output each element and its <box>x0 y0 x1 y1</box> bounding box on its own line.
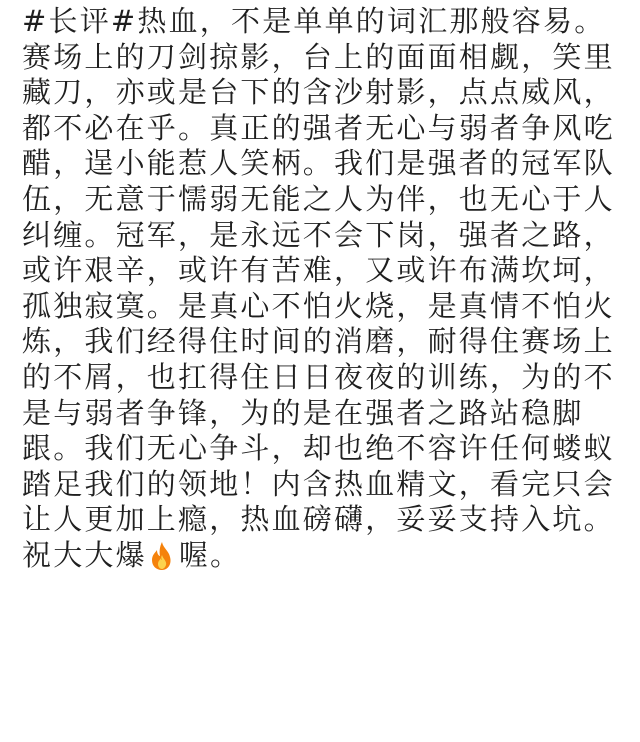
text-line: 的不屑，也扛得住日日夜夜的训练，为的不 <box>22 359 615 394</box>
closing-line <box>22 538 630 574</box>
text-line: 醋，逞小能惹人笑柄。我们是强者的冠军队 <box>22 146 615 181</box>
text-line: 是与弱者争锋，为的是在强者之路站稳脚 <box>22 395 584 430</box>
fire-icon <box>149 541 175 571</box>
text-line: 跟。我们无心争斗，却也绝不容许任何蝼蚁 <box>22 431 615 466</box>
text-line: 孤独寂寞。是真心不怕火烧，是真情不怕火 <box>22 288 615 323</box>
text-line: 让人更加上瘾，热血磅礴，妥妥支持入坑。 <box>22 502 615 537</box>
text-line: 都不必在乎。真正的强者无心与弱者争风吃 <box>22 110 615 145</box>
text-line: 纠缠。冠军，是永远不会下岗，强者之路， <box>22 217 615 252</box>
text-line: 藏刀，亦或是台下的含沙射影，点点威风， <box>22 75 615 110</box>
text-line: 炼，我们经得住时间的消磨，耐得住赛场上 <box>22 324 615 359</box>
text-line: 赛场上的刀剑掠影，台上的面面相觑，笑里 <box>22 39 615 74</box>
text-line: 伍，无意于懦弱无能之人为伴，也无心于人 <box>22 181 615 216</box>
closing-text-end: 喔。 <box>178 537 242 572</box>
text-line: 或许艰辛，或许有苦难，又或许布满坎坷， <box>22 253 615 288</box>
closing-text-start: 祝大大爆 <box>22 537 147 572</box>
text-line: 踏足我们的领地！内含热血精文，看完只会 <box>22 466 615 501</box>
text-line: #长评#热血，不是单单的词汇那般容易。 <box>22 4 606 38</box>
